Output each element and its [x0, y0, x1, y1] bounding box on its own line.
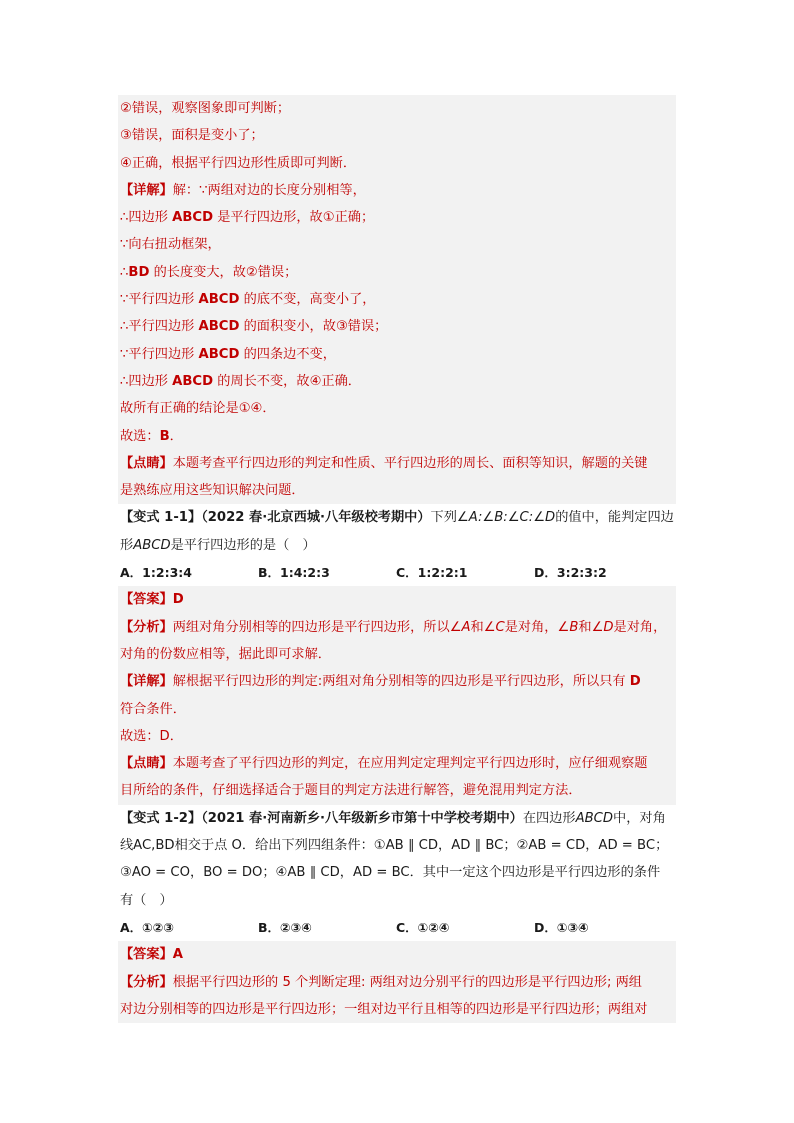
- text-span: ；: [284, 264, 298, 280]
- text-span: ABCD: [198, 292, 240, 308]
- text-span: 是对角，: [613, 619, 667, 635]
- option-a: A．1:2:3:4: [120, 565, 192, 581]
- text-span: 中，对角: [613, 810, 666, 826]
- text-span: ∴: [120, 264, 129, 280]
- text-span: 形: [120, 537, 134, 553]
- question-source: （2022 春·北京西城·八年级校考期中）: [201, 510, 431, 526]
- text-span: B: [159, 428, 170, 444]
- text-span: ABCD: [198, 319, 240, 335]
- question-stem: [118, 532, 676, 559]
- answer-value: D: [172, 592, 184, 608]
- text-line: [118, 423, 676, 450]
- text-span: BD: [128, 264, 150, 280]
- answer-line: [118, 941, 676, 968]
- text-span: 的面积变小，故: [239, 319, 336, 335]
- math-expression: ABCD: [575, 810, 614, 826]
- text-line: [118, 204, 676, 231]
- text-span: ABCD: [198, 346, 240, 362]
- answer-line: [118, 586, 676, 613]
- text-line: ②错误，观察图象即可判断；: [118, 95, 676, 122]
- text-span: 和: [470, 619, 484, 635]
- text-span: ∴四边形: [120, 373, 173, 389]
- text-span: ③错误: [335, 319, 375, 335]
- question-tag: 【变式 1-1】: [120, 510, 202, 526]
- text-span: ABCD: [172, 373, 214, 389]
- text-line: [118, 177, 676, 204]
- text-span: ．: [347, 373, 361, 389]
- text-span: 下列: [430, 510, 457, 526]
- section-tag-remark: 【点睛】: [120, 455, 173, 471]
- text-line: [118, 614, 676, 641]
- text-span: ∴平行四边形: [120, 319, 199, 335]
- text-line: 目所给的条件，仔细选择适合于题目的判定方法进行解答，避免混用判定方法．: [118, 777, 676, 804]
- text-line: [118, 368, 676, 395]
- text-span: ．: [169, 428, 183, 444]
- text-line: [118, 750, 676, 777]
- section-tag-detail: 【详解】: [120, 674, 173, 690]
- section-tag-answer: 【答案】: [120, 947, 173, 963]
- text-line: ∵向右扭动框架，: [118, 231, 676, 258]
- text-span: 是平行四边形的是（ ）: [170, 537, 316, 553]
- math-expression: ∠C: [483, 619, 505, 635]
- option-d: D．3:2:3:2: [534, 565, 607, 581]
- math-expression: ∠A: [449, 619, 471, 635]
- text-line: [118, 450, 676, 477]
- text-span: ∵平行四边形: [120, 292, 199, 308]
- text-span: 本题考查了平行四边形的判定，在应用判定定理判定平行四边形时，应仔细观察题: [172, 756, 648, 772]
- text-span: 两组对角分别相等的四边形是平行四边形，所以: [172, 619, 450, 635]
- text-span: 的周长不变，故: [213, 373, 310, 389]
- math-expression: ∠A:∠B:∠C:∠D: [456, 510, 556, 526]
- text-line: 符合条件．: [118, 696, 676, 723]
- text-span: ∴四边形: [120, 210, 173, 226]
- text-span: ①正确: [322, 210, 361, 226]
- text-span: 故选：: [120, 428, 160, 444]
- math-expression: ∠B: [557, 619, 579, 635]
- text-line: 是熟练应用这些知识解决问题．: [118, 477, 676, 504]
- section-tag-remark: 【点睛】: [120, 756, 173, 772]
- text-span: ①④: [238, 401, 263, 417]
- option-b: B．②③④: [258, 919, 312, 935]
- answer-options: [118, 914, 676, 941]
- section-tag-answer: 【答案】: [120, 592, 173, 608]
- text-span: 的值中，能判定四边: [555, 510, 674, 526]
- text-line: ③错误，面积是变小了；: [118, 122, 676, 149]
- section-tag-analysis: 【分析】: [120, 619, 173, 635]
- text-span: 的底不变，高变小了，: [239, 292, 376, 308]
- answer-value: A: [172, 947, 183, 963]
- text-span: ∵平行四边形: [120, 346, 199, 362]
- text-line: [118, 259, 676, 286]
- question-tag: 【变式 1-2】: [120, 810, 202, 826]
- option-c: C．①②④: [396, 919, 450, 935]
- text-line: [118, 969, 676, 996]
- question-stem: 线AC,BD相交于点 O．给出下列四组条件：①AB ∥ CD，AD ∥ BC；②AB = CD，AD = BC；: [120, 838, 669, 854]
- question-source: （2021 春·河南新乡·八年级新乡市第十中学校考期中）: [201, 810, 523, 826]
- text-span: 的长度变大，故: [149, 264, 246, 280]
- text-span: 本题考查平行四边形的判定和性质、平行四边形的周长、面积等知识，解题的关键: [172, 455, 648, 471]
- option-a: A．①②③: [120, 919, 174, 935]
- text-span: ④正确: [309, 373, 348, 389]
- text-span: 在四边形: [522, 810, 576, 826]
- text-line: [118, 395, 676, 422]
- text-line: [118, 668, 676, 695]
- option-b: B．1:4:2:3: [258, 565, 330, 581]
- math-expression: ∠D: [591, 619, 614, 635]
- text-span: ；: [360, 210, 375, 226]
- answer-options: [118, 559, 676, 586]
- text-line: 对角的份数应相等，据此即可求解．: [118, 641, 676, 668]
- text-span: ；: [374, 319, 388, 335]
- question-stem: [118, 805, 676, 832]
- text-span: 根据平行四边形的 5 个判断定理: 两组对边分别平行的四边形是平行四边形; 两组: [172, 974, 642, 990]
- text-line: 对边分别相等的四边形是平行四边形；一组对边平行且相等的四边形是平行四边形；两组对: [118, 996, 676, 1023]
- text-span: ABCD: [172, 210, 214, 226]
- text-span: 解：∵两组对边的长度分别相等，: [172, 182, 366, 198]
- option-c: C．1:2:2:1: [396, 565, 468, 581]
- question-stem: 有（ ）: [120, 892, 173, 908]
- question-stem: ③AO = CO，BO = DO；④AB ∥ CD，AD = BC．其中一定这个四边形是平行四边形的条件: [120, 865, 661, 881]
- text-line: [118, 313, 676, 340]
- text-line: [118, 341, 676, 368]
- text-line: ④正确，根据平行四边形性质即可判断．: [118, 150, 676, 177]
- math-expression: ABCD: [133, 537, 171, 553]
- text-line: [118, 286, 676, 313]
- text-span: ②错误: [245, 264, 285, 280]
- text-span: 解根据平行四边形的判定:两组对角分别相等的四边形是平行四边形，所以只有: [172, 674, 630, 690]
- text-span: 的四条边不变，: [239, 346, 336, 362]
- section-tag-detail: 【详解】: [120, 182, 173, 198]
- text-span: ．: [262, 401, 276, 417]
- text-span: 故所有正确的结论是: [120, 401, 239, 417]
- section-tag-analysis: 【分析】: [120, 974, 173, 990]
- text-span: 和: [578, 619, 592, 635]
- text-span: 是对角，: [504, 619, 558, 635]
- document-page: [118, 95, 676, 1023]
- text-span: 是平行四边形，故: [213, 210, 323, 226]
- text-line: 故选：D．: [118, 723, 676, 750]
- option-d: D．①③④: [534, 919, 589, 935]
- question-stem: [118, 504, 676, 531]
- text-span: D: [629, 674, 641, 690]
